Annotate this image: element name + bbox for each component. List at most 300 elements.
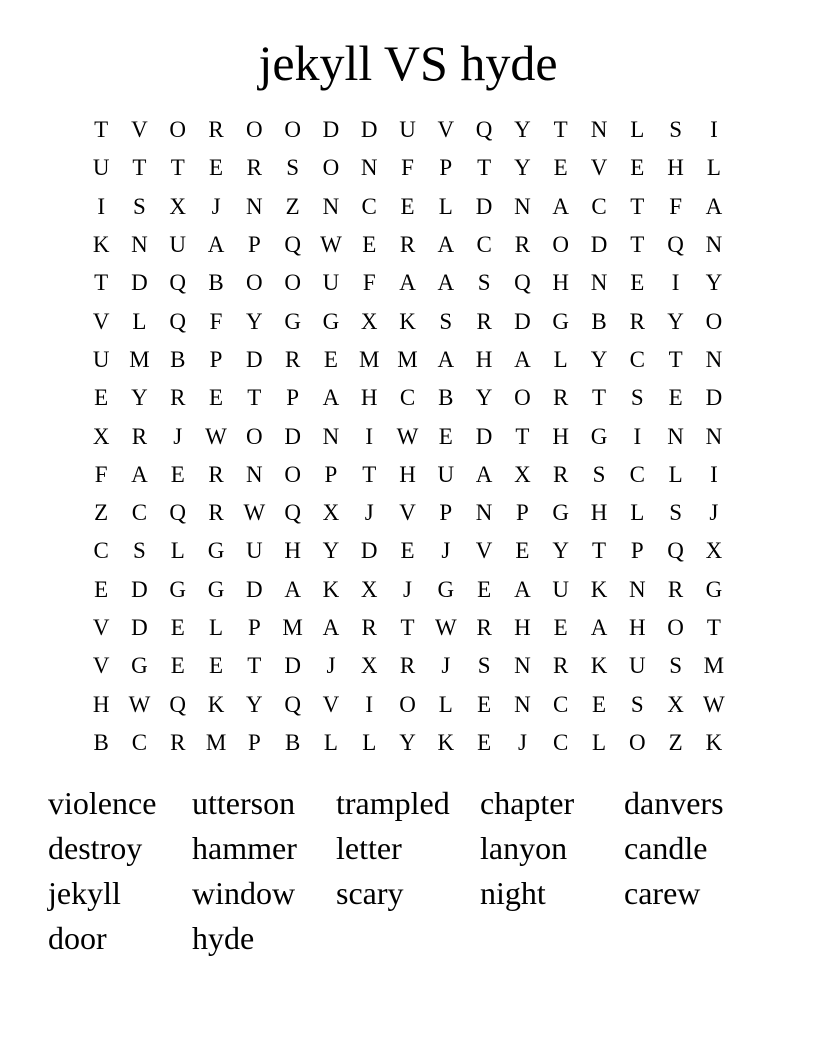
grid-letter: X: [705, 538, 723, 564]
grid-letter: E: [362, 232, 377, 258]
grid-letter: B: [170, 346, 186, 372]
grid-letter: V: [92, 653, 110, 679]
grid-letter: D: [475, 193, 493, 219]
word-list-item: candle: [624, 830, 708, 866]
grid-letter: E: [170, 615, 185, 640]
grid-letter: U: [92, 346, 110, 372]
grid-letter: F: [401, 155, 414, 181]
grid-letter: C: [399, 385, 416, 411]
grid-letter: W: [396, 423, 419, 449]
grid-letter: K: [322, 576, 340, 602]
grid-letter: L: [630, 117, 645, 143]
grid-letter: F: [209, 308, 223, 334]
grid-letter: G: [552, 308, 570, 334]
grid-letter: J: [441, 538, 451, 564]
grid-letter: H: [552, 423, 570, 449]
grid-letter: G: [590, 423, 608, 449]
grid-letter: X: [360, 653, 378, 679]
grid-letter: A: [399, 270, 416, 296]
grid-letter: E: [209, 653, 224, 679]
grid-letter: R: [170, 385, 186, 411]
grid-letter: U: [322, 270, 340, 296]
grid-letter: A: [475, 461, 493, 487]
grid-letter: U: [92, 155, 110, 181]
grid-letter: E: [94, 385, 109, 411]
grid-letter: Z: [668, 729, 683, 755]
grid-letter: I: [365, 423, 374, 449]
grid-letter: T: [247, 653, 262, 679]
grid-letter: P: [439, 500, 453, 526]
grid-letter: S: [630, 691, 644, 717]
grid-row: [82, 571, 734, 609]
grid-letter: G: [131, 653, 148, 679]
grid-letter: O: [552, 232, 570, 258]
word-list-item: trampled: [336, 785, 450, 821]
grid-letter: L: [362, 729, 377, 755]
grid-row: [82, 724, 734, 762]
grid-row: [82, 494, 734, 532]
grid-letter: J: [517, 729, 527, 755]
grid-letter: P: [247, 729, 261, 755]
grid-letter: O: [399, 691, 416, 717]
grid-letter: Z: [94, 500, 109, 526]
grid-letter: Q: [169, 500, 187, 526]
grid-letter: N: [475, 500, 493, 526]
grid-letter: K: [207, 691, 225, 717]
grid-letter: E: [591, 691, 607, 717]
grid-letter: E: [323, 346, 338, 372]
grid-row: [82, 226, 734, 264]
grid-letter: T: [94, 117, 109, 143]
grid-letter: Y: [514, 155, 531, 181]
grid-letter: T: [553, 117, 568, 143]
grid-letter: H: [92, 691, 110, 717]
grid-letter: P: [439, 155, 453, 181]
grid-letter: R: [208, 500, 224, 526]
grid-letter: N: [628, 576, 646, 602]
grid-letter: N: [590, 270, 608, 296]
grid-letter: O: [284, 270, 301, 296]
grid-letter: N: [705, 346, 723, 372]
grid-letter: A: [322, 385, 340, 411]
grid-letter: X: [360, 308, 378, 334]
grid-letter: E: [170, 461, 185, 487]
grid-letter: G: [169, 576, 187, 602]
word-list-item: night: [480, 875, 546, 911]
grid-letter: M: [129, 346, 150, 372]
grid-letter: I: [97, 193, 105, 219]
word-list-item: jekyll: [48, 875, 121, 911]
grid-letter: T: [94, 270, 109, 296]
grid-letter: I: [710, 117, 718, 143]
grid-letter: O: [169, 117, 187, 143]
grid-letter: L: [706, 155, 721, 181]
grid-row: [82, 149, 734, 187]
grid-letter: S: [133, 193, 146, 219]
grid-letter: H: [514, 615, 531, 640]
grid-letter: T: [630, 193, 645, 219]
grid-letter: T: [515, 423, 530, 449]
grid-letter: N: [514, 653, 531, 679]
grid-letter: K: [437, 729, 455, 755]
grid-letter: T: [132, 155, 147, 181]
grid-letter: J: [364, 500, 374, 526]
word-list-item: scary: [336, 875, 404, 911]
grid-letter: Z: [285, 193, 300, 219]
grid-letter: W: [128, 691, 151, 717]
grid-letter: S: [477, 270, 491, 296]
grid-letter: J: [441, 653, 451, 679]
grid-letter: O: [514, 385, 531, 411]
grid-letter: T: [591, 538, 607, 564]
grid-letter: L: [438, 691, 453, 717]
grid-letter: G: [284, 308, 301, 334]
grid-row: [82, 302, 734, 340]
grid-letter: K: [705, 729, 723, 755]
grid-letter: B: [284, 729, 301, 755]
grid-letter: D: [322, 117, 340, 143]
word-list-item: violence: [48, 785, 157, 821]
grid-letter: U: [246, 538, 263, 564]
grid-letter: U: [399, 117, 416, 143]
grid-letter: S: [439, 308, 453, 334]
grid-letter: G: [207, 538, 225, 564]
grid-letter: A: [437, 346, 455, 372]
grid-letter: C: [629, 346, 645, 372]
grid-letter: A: [207, 232, 225, 258]
grid-row: [82, 379, 734, 417]
grid-letter: N: [322, 193, 340, 219]
grid-letter: E: [515, 538, 530, 564]
grid-letter: N: [590, 117, 608, 143]
grid-letter: L: [438, 193, 453, 219]
grid-letter: E: [553, 155, 568, 181]
grid-letter: H: [552, 270, 570, 296]
grid-letter: W: [205, 423, 227, 449]
grid-letter: C: [591, 193, 607, 219]
grid-row: [82, 685, 734, 723]
word-list-item: door: [48, 920, 107, 956]
grid-letter: G: [322, 308, 340, 334]
grid-letter: Q: [514, 270, 531, 296]
grid-letter: X: [169, 193, 187, 219]
word-list-item: carew: [624, 875, 701, 911]
grid-letter: Y: [246, 308, 263, 334]
grid-letter: A: [514, 346, 531, 372]
grid-letter: V: [131, 117, 148, 143]
grid-letter: X: [322, 500, 340, 526]
grid-letter: B: [93, 729, 109, 755]
grid-letter: D: [590, 232, 608, 258]
grid-letter: S: [133, 538, 146, 564]
word-list-item: utterson: [192, 785, 296, 821]
grid-letter: T: [706, 615, 721, 640]
grid-letter: S: [669, 117, 682, 143]
grid-letter: M: [703, 653, 725, 679]
grid-row: [82, 264, 734, 302]
grid-letter: F: [94, 461, 108, 487]
grid-letter: C: [629, 461, 645, 487]
grid-letter: P: [247, 232, 261, 258]
grid-letter: N: [322, 423, 340, 449]
grid-letter: R: [553, 385, 569, 411]
grid-letter: N: [667, 423, 684, 449]
grid-row: [82, 532, 734, 570]
grid-letter: R: [208, 461, 224, 487]
grid-letter: I: [365, 691, 374, 717]
grid-letter: L: [209, 615, 224, 640]
grid-letter: O: [246, 117, 263, 143]
grid-row: [82, 647, 734, 685]
grid-letter: E: [400, 193, 415, 219]
grid-letter: E: [630, 155, 645, 181]
grid-letter: M: [282, 615, 303, 640]
grid-letter: W: [320, 232, 342, 258]
grid-letter: V: [590, 155, 608, 181]
grid-letter: Q: [169, 308, 187, 334]
grid-letter: O: [284, 117, 301, 143]
grid-letter: D: [705, 385, 723, 411]
word-list-item: lanyon: [480, 830, 568, 866]
grid-letter: S: [477, 653, 491, 679]
grid-letter: A: [284, 576, 301, 602]
grid-letter: Y: [322, 538, 340, 564]
grid-letter: A: [590, 615, 608, 640]
grid-letter: Y: [399, 729, 416, 755]
grid-letter: M: [205, 729, 227, 755]
grid-letter: I: [710, 461, 718, 487]
grid-letter: E: [400, 538, 415, 564]
grid-letter: R: [399, 232, 416, 258]
grid-letter: F: [362, 270, 376, 296]
grid-letter: N: [514, 193, 531, 219]
word-list-item: hammer: [192, 830, 297, 866]
grid-letter: N: [131, 232, 148, 258]
grid-row: [82, 341, 734, 379]
word-list: [48, 781, 768, 961]
grid-letter: G: [207, 576, 225, 602]
grid-letter: T: [477, 155, 492, 181]
grid-letter: O: [705, 308, 723, 334]
grid-letter: H: [360, 385, 378, 411]
grid-letter: H: [590, 500, 608, 526]
grid-letter: D: [360, 538, 378, 564]
grid-letter: L: [630, 500, 645, 526]
grid-letter: E: [209, 385, 224, 411]
grid-letter: J: [173, 423, 183, 449]
grid-letter: K: [590, 653, 608, 679]
grid-letter: S: [669, 500, 682, 526]
grid-letter: L: [591, 729, 607, 755]
grid-letter: U: [437, 461, 455, 487]
grid-letter: D: [246, 576, 263, 602]
grid-letter: N: [514, 691, 531, 717]
grid-letter: D: [131, 270, 148, 296]
letter-grid: [82, 111, 734, 762]
grid-letter: N: [705, 423, 723, 449]
grid-letter: M: [359, 346, 380, 372]
grid-letter: V: [475, 538, 493, 564]
grid-letter: C: [476, 232, 492, 258]
grid-letter: R: [208, 117, 224, 143]
grid-letter: T: [400, 615, 415, 640]
grid-letter: T: [591, 385, 607, 411]
grid-letter: D: [131, 615, 148, 640]
grid-letter: Y: [131, 385, 148, 411]
grid-letter: A: [437, 232, 455, 258]
grid-letter: P: [516, 500, 529, 526]
grid-letter: U: [628, 653, 646, 679]
grid-letter: L: [668, 461, 683, 487]
grid-letter: T: [630, 232, 645, 258]
grid-letter: T: [247, 385, 262, 411]
grid-letter: W: [434, 615, 457, 640]
grid-letter: Q: [667, 538, 684, 564]
grid-letter: G: [437, 576, 455, 602]
grid-letter: F: [669, 193, 682, 219]
grid-letter: Y: [590, 346, 608, 372]
grid-letter: S: [630, 385, 644, 411]
grid-letter: L: [132, 308, 147, 334]
grid-letter: Y: [514, 117, 531, 143]
grid-letter: R: [131, 423, 148, 449]
grid-letter: V: [399, 500, 416, 526]
grid-letter: E: [477, 691, 492, 717]
grid-letter: S: [286, 155, 300, 181]
grid-letter: K: [590, 576, 608, 602]
grid-letter: K: [92, 232, 110, 258]
grid-letter: Q: [284, 500, 301, 526]
grid-letter: M: [397, 346, 418, 372]
grid-letter: A: [514, 576, 531, 602]
grid-letter: I: [671, 270, 680, 296]
grid-letter: P: [630, 538, 644, 564]
grid-letter: O: [246, 270, 263, 296]
grid-letter: S: [669, 653, 682, 679]
grid-letter: A: [131, 461, 148, 487]
grid-letter: R: [361, 615, 377, 640]
grid-letter: R: [246, 155, 262, 181]
grid-letter: R: [170, 729, 186, 755]
grid-letter: N: [705, 232, 723, 258]
grid-letter: E: [477, 729, 492, 755]
grid-letter: R: [284, 346, 301, 372]
grid-letter: R: [476, 308, 492, 334]
grid-letter: Y: [667, 308, 684, 334]
grid-letter: G: [705, 576, 723, 602]
grid-letter: C: [131, 500, 148, 526]
grid-letter: E: [94, 576, 109, 602]
grid-letter: E: [668, 385, 683, 411]
grid-letter: X: [92, 423, 110, 449]
grid-letter: X: [360, 576, 378, 602]
grid-letter: Q: [284, 691, 301, 717]
grid-letter: R: [399, 653, 416, 679]
word-list-item: danvers: [624, 785, 724, 821]
grid-letter: V: [92, 308, 110, 334]
grid-letter: U: [169, 232, 187, 258]
grid-letter: O: [246, 423, 263, 449]
grid-letter: G: [552, 500, 570, 526]
grid-letter: Y: [246, 691, 263, 717]
grid-letter: O: [667, 615, 684, 640]
grid-letter: Q: [169, 691, 187, 717]
grid-letter: J: [403, 576, 412, 602]
grid-letter: C: [131, 729, 148, 755]
grid-letter: B: [438, 385, 454, 411]
grid-letter: P: [324, 461, 338, 487]
word-list-item: letter: [336, 830, 402, 866]
grid-letter: R: [553, 461, 569, 487]
grid-letter: D: [360, 117, 378, 143]
grid-letter: R: [629, 308, 645, 334]
grid-letter: E: [170, 653, 185, 679]
grid-letter: I: [633, 423, 642, 449]
grid-letter: Q: [667, 232, 684, 258]
grid-row: [82, 188, 734, 226]
grid-letter: R: [514, 232, 531, 258]
grid-letter: C: [553, 729, 569, 755]
grid-letter: P: [247, 615, 261, 640]
grid-letter: J: [709, 500, 719, 526]
grid-letter: T: [170, 155, 185, 181]
grid-letter: X: [667, 691, 684, 717]
grid-letter: N: [246, 461, 263, 487]
grid-letter: O: [284, 461, 301, 487]
grid-letter: X: [514, 461, 531, 487]
word-list-item: window: [192, 875, 296, 911]
grid-letter: Q: [169, 270, 187, 296]
grid-row: [82, 609, 734, 647]
grid-letter: N: [360, 155, 378, 181]
grid-letter: D: [514, 308, 531, 334]
grid-letter: T: [362, 461, 377, 487]
grid-letter: H: [399, 461, 416, 487]
grid-letter: A: [437, 270, 455, 296]
grid-letter: D: [475, 423, 493, 449]
grid-letter: N: [246, 193, 263, 219]
grid-letter: J: [211, 193, 221, 219]
word-list-item: destroy: [48, 830, 143, 866]
grid-letter: P: [209, 346, 223, 372]
grid-letter: Q: [475, 117, 493, 143]
grid-letter: A: [705, 193, 723, 219]
grid-letter: C: [553, 691, 569, 717]
grid-letter: C: [361, 193, 377, 219]
word-list-item: chapter: [480, 785, 575, 821]
grid-letter: R: [476, 615, 492, 640]
grid-letter: K: [399, 308, 416, 334]
grid-letter: J: [326, 653, 336, 679]
grid-letter: W: [243, 500, 266, 526]
grid-letter: Q: [284, 232, 301, 258]
grid-letter: D: [131, 576, 148, 602]
grid-letter: W: [703, 691, 725, 717]
word-list-item: hyde: [192, 920, 255, 956]
grid-letter: Y: [705, 270, 723, 296]
grid-letter: U: [552, 576, 570, 602]
grid-letter: Y: [475, 385, 493, 411]
grid-row: [82, 417, 734, 455]
grid-letter: A: [322, 615, 340, 640]
grid-letter: D: [284, 423, 301, 449]
grid-letter: H: [284, 538, 301, 564]
grid-letter: D: [246, 346, 263, 372]
grid-letter: C: [93, 538, 109, 564]
grid-letter: L: [323, 729, 338, 755]
grid-letter: Y: [552, 538, 570, 564]
grid-letter: V: [437, 117, 455, 143]
